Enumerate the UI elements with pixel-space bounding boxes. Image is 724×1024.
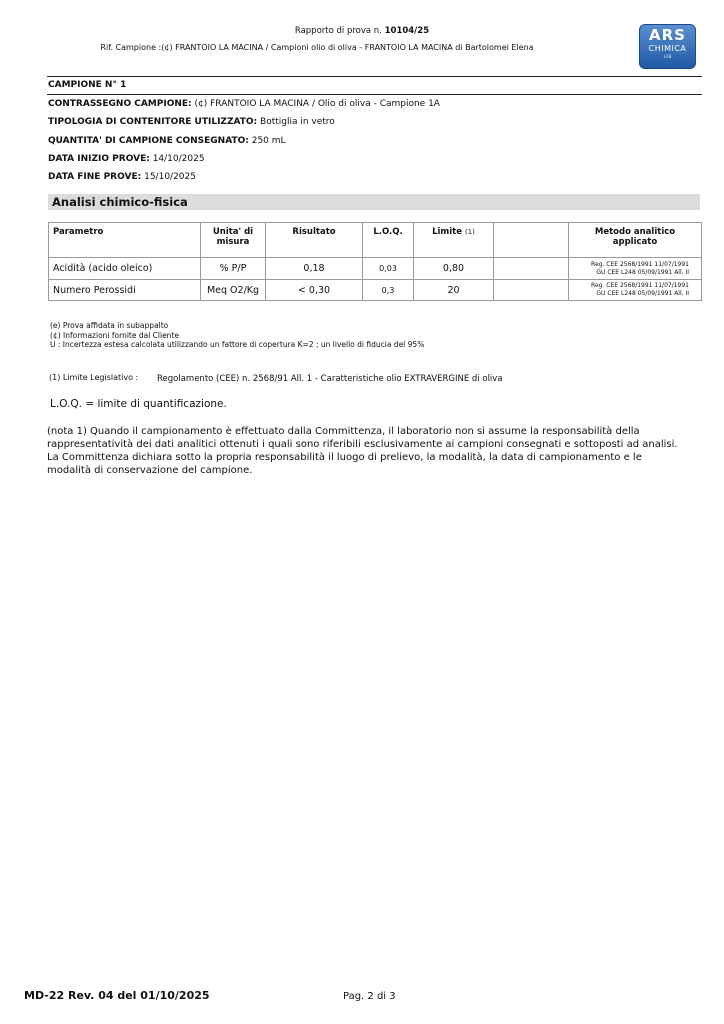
note-cliente: (¢) Informazioni fornite dal Cliente [50,330,179,340]
cell-empty [494,280,569,301]
campione-number [48,80,126,90]
campione-label: CAMPIONE N° 1 [48,80,127,90]
contrassegno-line [48,99,440,109]
document-code: MD-22 Rev. 04 del 01/10/2025 [24,989,210,1002]
contrassegno-label: CONTRASSEGNO CAMPIONE: [48,99,192,109]
campione-divider [47,94,702,95]
tipologia-label: TIPOLOGIA DI CONTENITORE UTILIZZATO: [48,117,258,127]
report-title [0,26,724,36]
cell-risultato: < 0,30 [266,280,363,301]
header-metodo [569,223,702,258]
header-loq: L.O.Q. [363,223,414,258]
limit-value: Regolamento (CEE) n. 2568/91 All. 1 - Caratteristiche olio EXTRAVERGINE di oliva [157,374,503,384]
table-header-row [49,223,702,258]
limit-legislativo [49,373,503,384]
tipologia-value: Bottiglia in vetro [260,117,335,127]
header-metodo-line2: applicato [612,237,658,247]
table-row [49,258,702,280]
inizio-label: DATA INIZIO PROVE: [48,154,150,164]
quantita-value: 250 mL [251,136,286,146]
header-parametro: Parametro [49,223,201,258]
fine-line [48,172,196,182]
cell-parametro: Acidità (acido oleico) [49,258,201,280]
tipologia-line [48,117,335,127]
logo-line1: ARS [649,26,686,44]
inizio-value: 14/10/2025 [152,154,205,164]
cell-limite: 0,80 [414,258,494,280]
contrassegno-value: (¢) FRANTOIO LA MACINA / Olio di oliva - Campione 1A [194,99,440,109]
inizio-line [48,154,205,164]
reference-text: Rif. Campione :(¢) FRANTOIO LA MACINA / Campioni olio di oliva - FRANTOIO LA MACINA di Bartolomei Elena [100,43,534,52]
note-subappalto: (e) Prova affidata in subappalto [50,321,169,330]
cell-risultato: 0,18 [266,258,363,280]
table-row [49,280,702,301]
section-title: Analisi chimico-fisica [52,195,188,209]
header-limite-text: Limite [432,227,463,237]
logo-line2: CHIMICA [648,44,687,53]
report-number: 10104/25 [384,26,430,36]
results-table [48,222,702,301]
header-limite-note: (1) [464,228,475,236]
limit-label: (1) Limite Legislativo : [49,373,139,382]
metodo-line1: Reg. CEE 2568/1991 11/07/1991 [591,282,689,289]
cell-loq: 0,03 [363,258,414,280]
fine-value: 15/10/2025 [144,172,196,182]
cell-empty [494,258,569,280]
cell-unita: % P/P [201,258,266,280]
logo-line3: LAB [663,54,672,59]
footnotes [50,321,424,350]
header-limite [414,223,494,258]
header-risultato: Risultato [266,223,363,258]
header-unita-line1: Unita' di [212,227,254,237]
page-number: Pag. 2 di 3 [343,991,396,1002]
cell-metodo [569,258,702,280]
metodo-line2: GU CEE L248 05/09/1991 All. II [596,268,689,276]
nota-1: (nota 1) Quando il campionamento è effettuato dalla Committenza, il laboratorio non si assume la responsabilità della rappresentatività dei dati analitici ottenuti i quali sono riferibili esclusivamente ai campioni consegnati e sottoposti ad analisi. La Committenza dichiara sotto la propria responsabilità il luogo di prelievo, la modalità, la data di campionamento e le modalità di conservazione del campione. [47,426,678,476]
metodo-line1: Reg. CEE 2568/1991 11/07/1991 [591,260,689,268]
header-unita-line2: misura [216,237,250,247]
top-divider [47,76,702,77]
section-header [48,194,700,210]
sample-reference [0,43,724,52]
cell-unita: Meq O2/Kg [201,280,266,301]
loq-definition: L.O.Q. = limite di quantificazione. [50,398,227,410]
cell-parametro: Numero Perossidi [49,280,201,301]
cell-limite: 20 [414,280,494,301]
note-incertezza: U : Incertezza estesa calcolata utilizzando un fattore di copertura K=2 ; un livello di fiducia del 95% [50,340,425,349]
quantita-line [48,136,286,146]
cell-loq: 0,3 [363,280,414,301]
fine-label: DATA FINE PROVE: [48,172,142,182]
metodo-line2: GU CEE L248 05/09/1991 All. II [596,290,689,297]
header-empty [494,223,569,258]
company-logo [639,24,696,69]
header-unita [201,223,266,258]
report-prefix: Rapporto di prova n. [294,26,382,36]
cell-metodo [569,280,702,301]
quantita-label: QUANTITA' DI CAMPIONE CONSEGNATO: [48,136,249,146]
header-metodo-line1: Metodo analitico [594,227,676,237]
